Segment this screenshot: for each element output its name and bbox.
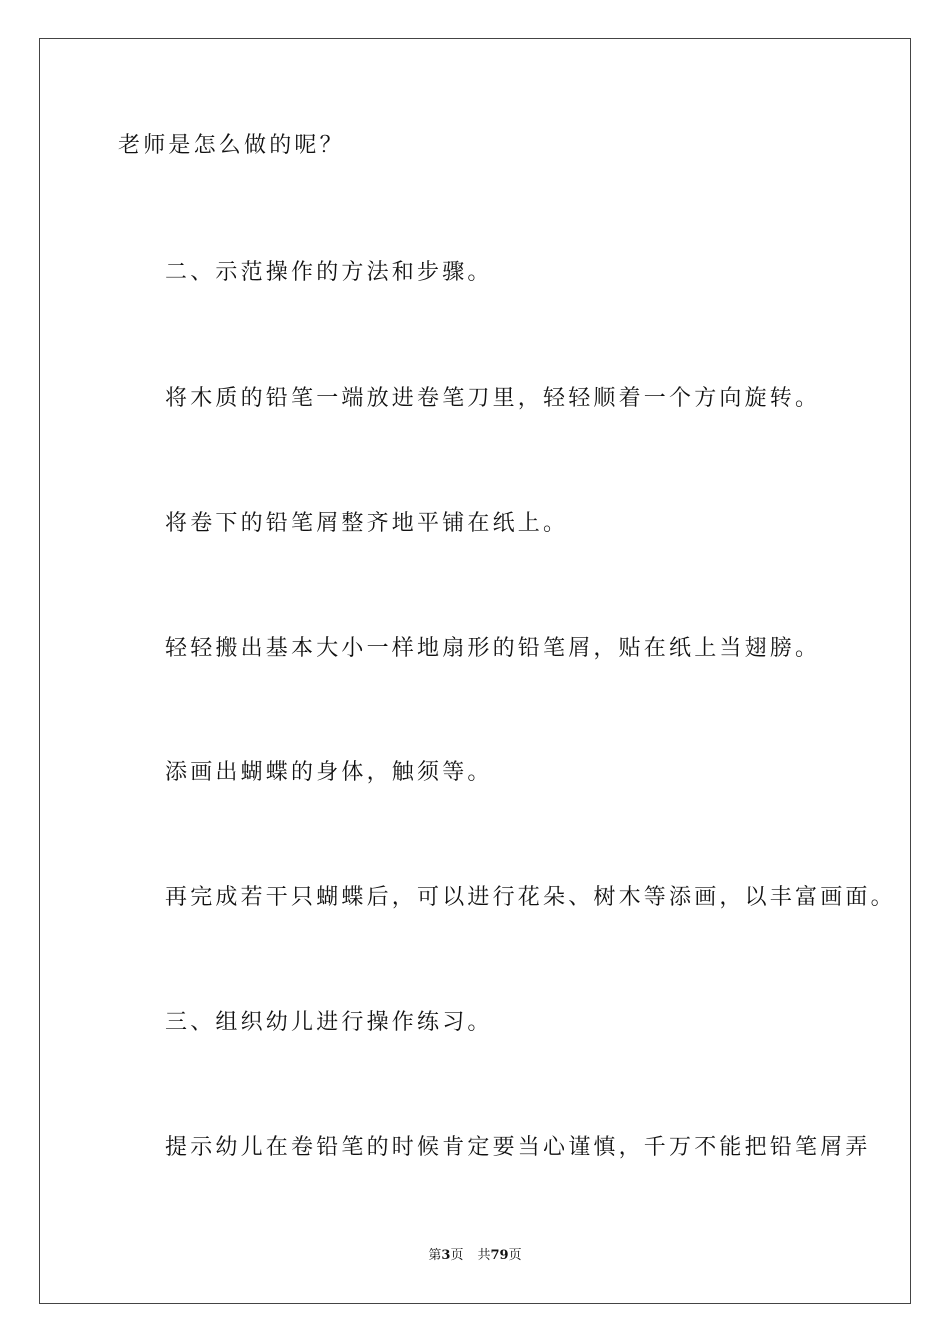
paragraph: 老师是怎么做的呢？: [118, 133, 345, 158]
paragraph: 再完成若干只蝴蝶后，可以进行花朵、树木等添画，以丰富画面。: [165, 885, 896, 910]
paragraph: 添画出蝴蝶的身体，触须等。: [165, 760, 493, 785]
footer-page-number: 3: [441, 1248, 451, 1263]
footer-total-prefix: 共: [477, 1248, 491, 1263]
paragraph: 将卷下的铅笔屑整齐地平铺在纸上。: [165, 511, 569, 536]
page-footer: [0, 1247, 950, 1265]
footer-page-suffix: 页: [450, 1248, 464, 1263]
section-heading: 二、示范操作的方法和步骤。: [165, 260, 493, 285]
footer-total-suffix: 页: [508, 1248, 522, 1263]
footer-page-prefix: 第: [428, 1248, 442, 1263]
paragraph: 轻轻搬出基本大小一样地扇形的铅笔屑，贴在纸上当翅膀。: [165, 636, 821, 661]
section-heading: 三、组织幼儿进行操作练习。: [165, 1010, 493, 1035]
footer-total-pages: 79: [490, 1248, 509, 1263]
page-border: [39, 38, 911, 1304]
paragraph: 提示幼儿在卷铅笔的时候肯定要当心谨慎，千万不能把铅笔屑弄: [165, 1135, 871, 1160]
paragraph: 将木质的铅笔一端放进卷笔刀里，轻轻顺着一个方向旋转。: [165, 386, 821, 411]
